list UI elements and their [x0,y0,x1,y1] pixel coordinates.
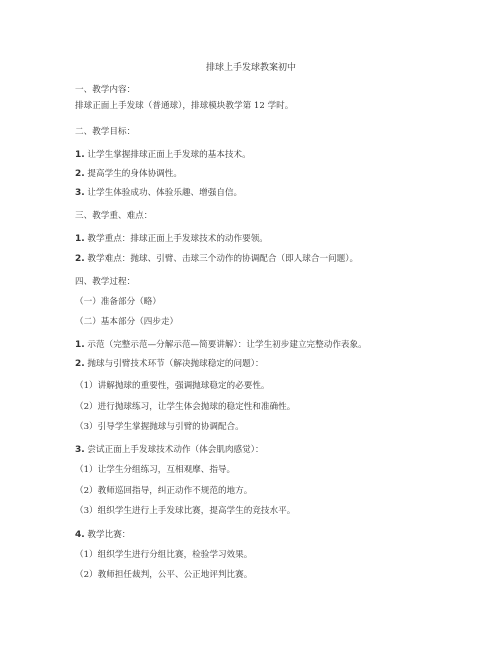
line-text: 让学生掌握排球正面上手发球的基本技术。 [84,150,251,160]
line-text: 教学重点：排球正面上手发球技术的动作要领。 [84,234,268,244]
line-text: （1）讲解抛球的重要性，强调抛球稳定的必要性。 [75,381,270,391]
line-text: 四、教学过程： [75,277,136,287]
body-line [75,168,182,180]
list-number: 1. [75,150,85,160]
line-text: 抛球与引臂技术环节（解决抛球稳定的问题）： [84,359,264,369]
body-line [75,187,242,199]
body-line [75,253,358,265]
document-title: 排球上手发球教案初中 [205,63,296,73]
line-text: 让学生体验成功、体验乐趣、增强自信。 [84,188,243,198]
line-text: 示范（完整示范—分解示范—简要讲解）：让学生初步建立完整动作表象。 [84,340,367,350]
line-text: （2）教师巡回指导，纠正动作不规范的地方。 [75,486,253,496]
line-text: （二）基本部分（四步走） [75,317,179,327]
body-line [75,316,178,328]
body-line [75,529,130,541]
line-text: 一、教学内容： [75,85,136,95]
line-text: （1）让学生分组练习，互相观摩、指导。 [75,465,236,475]
line-text: 二、教学目标： [75,127,136,137]
line-text: 排球正面上手发球（普通球），排球模块教学第 12 学时。 [75,101,294,111]
body-line [75,149,251,161]
line-text: （一）准备部分（略） [75,297,161,307]
body-line [75,569,252,581]
body-line [75,233,268,245]
list-number: 1. [75,340,85,350]
line-text: 三、教学重、难点： [75,211,153,221]
line-text: （1）组织学生进行分组比赛，检验学习效果。 [75,550,253,560]
list-number: 2. [75,359,85,369]
line-text: 提高学生的身体协调性。 [84,169,182,179]
list-number: 3. [75,188,85,198]
line-text: 尝试正面上手发球技术动作（体会肌肉感觉）： [84,445,264,455]
body-line [75,84,135,96]
list-number: 3. [75,445,85,455]
body-line [75,485,252,497]
line-text: （2）进行抛球练习，让学生体会抛球的稳定性和准确性。 [75,402,296,412]
line-text: （3）组织学生进行上手发球比赛，提高学生的竞技水平。 [75,506,296,516]
line-text: 教学比赛： [84,530,131,540]
body-line [75,296,161,308]
list-number: 4. [75,530,85,540]
body-line [75,210,152,222]
body-line [75,358,264,370]
line-text: （3）引导学生掌握抛球与引臂的协调配合。 [75,422,244,432]
body-line [75,339,367,351]
body-line [75,464,235,476]
line-text: （2）教师担任裁判，公平、公正地评判比赛。 [75,570,253,580]
body-line [75,549,252,561]
body-line [75,126,135,138]
body-line [75,276,135,288]
body-line [75,505,295,517]
list-number: 2. [75,169,85,179]
list-number: 1. [75,234,85,244]
body-line [75,421,244,433]
body-line [75,401,295,413]
body-line [75,444,264,456]
body-line [75,100,293,112]
line-text: 教学难点：抛球、引臂、击球三个动作的协调配合（即人球合一问题）。 [84,254,359,264]
body-line [75,380,270,392]
list-number: 2. [75,254,85,264]
